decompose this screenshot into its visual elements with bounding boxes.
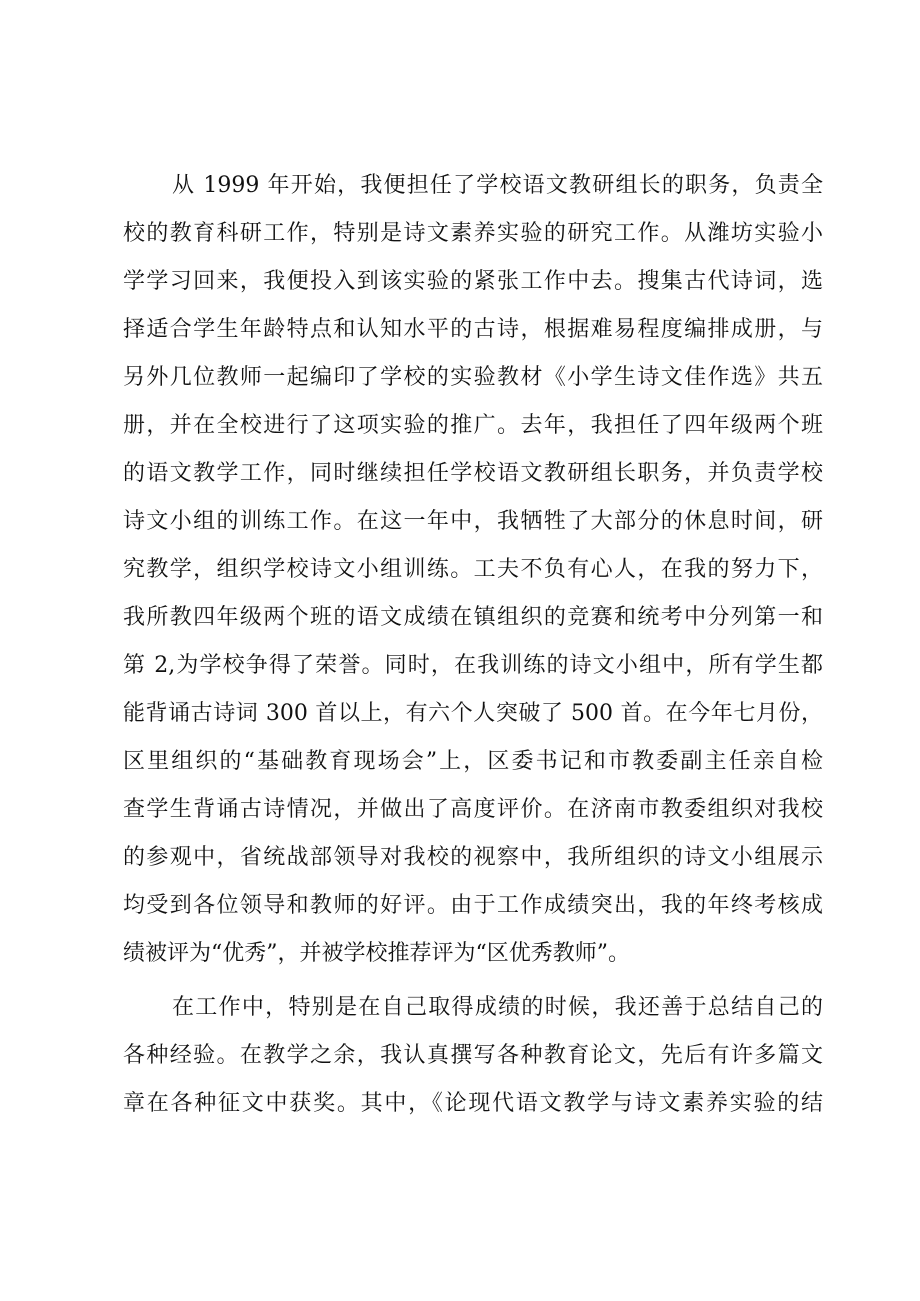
paragraph-1-line-5: 另外几位教师一起编印了学校的实验教材《小学生诗文佳作选》共五 — [123, 365, 823, 390]
paragraph-1-line-1: 从 1999 年开始，我便担任了学校语文教研组长的职务，负责全 — [172, 173, 823, 198]
paragraph-1-line-4: 择适合学生年龄特点和认知水平的古诗，根据难易程度编排成册，与 — [123, 317, 823, 342]
paragraph-1-line-14: 查学生背诵古诗情况，并做出了高度评价。在济南市教委组织对我校 — [123, 797, 823, 822]
paragraph-1-line-15: 的参观中，省统战部领导对我校的视察中，我所组织的诗文小组展示 — [123, 845, 823, 870]
paragraph-1-line-8: 诗文小组的训练工作。在这一年中，我牺牲了大部分的休息时间，研 — [123, 509, 823, 534]
paragraph-2-line-3: 章在各种征文中获奖。其中，《论现代语文教学与诗文素养实验的结 — [123, 1091, 823, 1116]
paragraph-1-line-13: 区里组织的“基础教育现场会”上，区委书记和市教委副主任亲自检 — [123, 749, 823, 774]
paragraph-2-line-1: 在工作中，特别是在自己取得成绩的时候，我还善于总结自己的 — [172, 995, 823, 1020]
paragraph-1-line-3: 学学习回来，我便投入到该实验的紧张工作中去。搜集古代诗词，选 — [123, 269, 823, 294]
paragraph-1-line-10: 我所教四年级两个班的语文成绩在镇组织的竞赛和统考中分列第一和 — [123, 605, 823, 630]
paragraph-1-line-11: 第 2,为学校争得了荣誉。同时，在我训练的诗文小组中，所有学生都 — [123, 653, 823, 678]
paragraph-1-line-2: 校的教育科研工作，特别是诗文素养实验的研究工作。从潍坊实验小 — [123, 221, 823, 246]
paragraph-1-line-6: 册，并在全校进行了这项实验的推广。去年，我担任了四年级两个班 — [123, 413, 823, 438]
paragraph-1-line-12: 能背诵古诗词 300 首以上，有六个人突破了 500 首。在今年七月份， — [123, 701, 823, 726]
paragraph-1-line-16: 均受到各位领导和教师的好评。由于工作成绩突出，我的年终考核成 — [123, 893, 823, 918]
paragraph-1-line-9: 究教学，组织学校诗文小组训练。工夫不负有心人，在我的努力下， — [123, 557, 823, 582]
paragraph-1-line-17: 绩被评为“优秀”，并被学校推荐评为“区优秀教师”。 — [123, 941, 630, 966]
paragraph-1-line-7: 的语文教学工作，同时继续担任学校语文教研组长职务，并负责学校 — [123, 461, 823, 486]
paragraph-2-line-2: 各种经验。在教学之余，我认真撰写各种教育论文，先后有许多篇文 — [123, 1043, 823, 1068]
